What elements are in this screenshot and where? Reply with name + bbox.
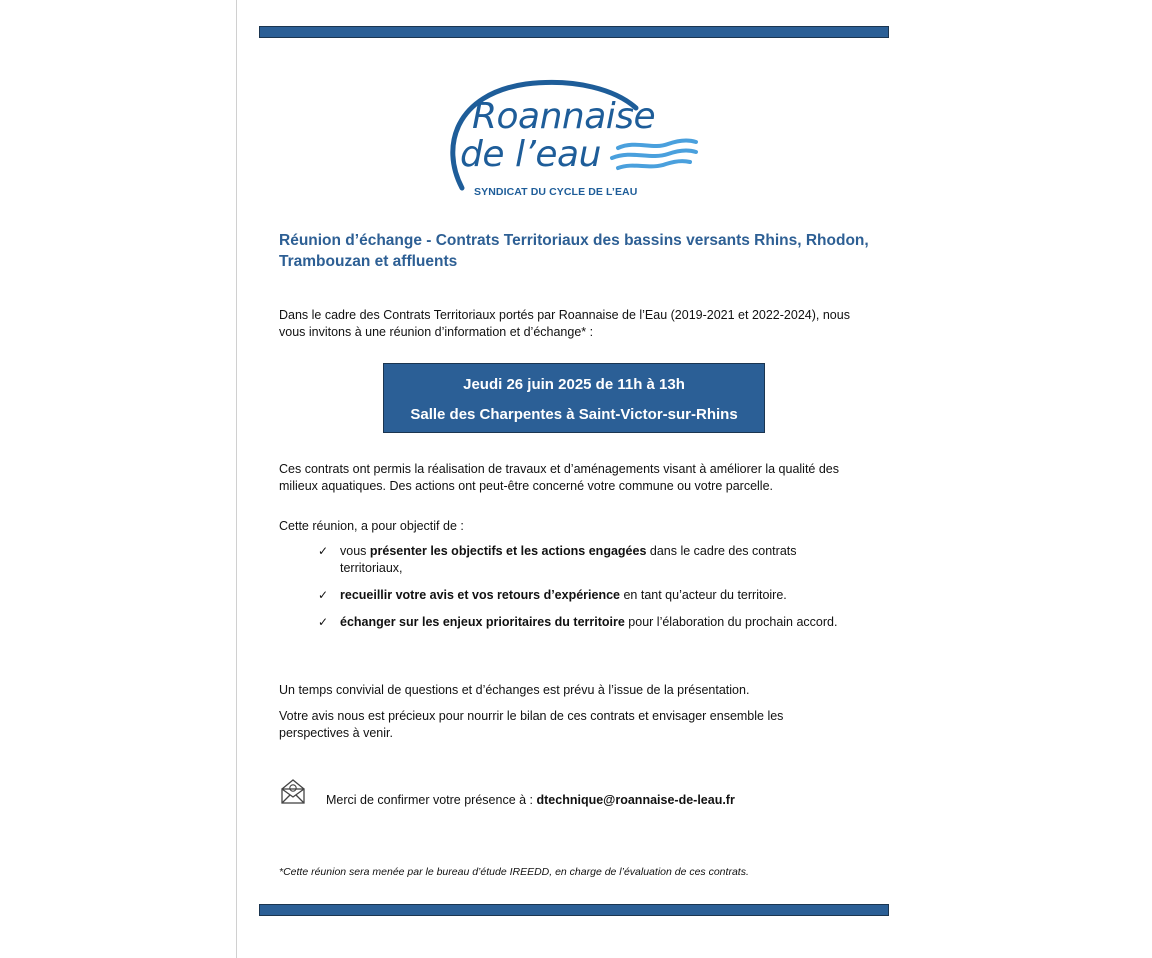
checkmark-icon: ✓: [318, 588, 329, 602]
body-paragraph-1: Ces contrats ont permis la réalisation de travaux et d’aménagements visant à améliorer la qualité des milieux aquatiques. Des actions ont peut-être concerné votre commune ou votre parcelle.: [279, 462, 840, 493]
top-band: [259, 26, 889, 38]
bottom-band: [259, 904, 889, 916]
objective-item: ✓ recueillir votre avis et vos retours d’expérience en tant qu’acteur du territoire.: [318, 588, 787, 602]
logo-word-1: Roannaise: [472, 96, 656, 137]
document-title: Réunion d’échange - Contrats Territoriaux des bassins versants Rhins, Rhodon, Trambouzan et affluents: [279, 232, 869, 270]
checkmark-icon: ✓: [318, 544, 329, 558]
page-edge-line: [236, 0, 237, 958]
confirm-label: Merci de confirmer votre présence à :: [326, 793, 537, 807]
contact-email-link[interactable]: dtechnique@roannaise-de-leau.fr: [536, 793, 735, 807]
envelope-at-icon: [280, 777, 306, 805]
body-paragraph-2: Un temps convivial de questions et d’échanges est prévu à l’issue de la présentation.: [279, 683, 750, 697]
event-date: Jeudi 26 juin 2025 de 11h à 13h: [463, 376, 685, 393]
logo-word-2: de l’eau: [460, 134, 601, 175]
objective-lead: Cette réunion, a pour objectif de :: [279, 519, 464, 533]
intro-paragraph: Dans le cadre des Contrats Territoriaux portés par Roannaise de l’Eau (2019-2021 et 2022-2024), nous vous invitons à une réunion d’information et d’échange* :: [279, 308, 850, 339]
event-place: Salle des Charpentes à Saint-Victor-sur-Rhins: [410, 406, 738, 423]
logo-subtitle: SYNDICAT DU CYCLE DE L’EAU: [474, 186, 638, 198]
footnote: *Cette réunion sera menée par le bureau d’étude IREEDD, en charge de l’évaluation de ces contrats.: [279, 866, 749, 878]
body-paragraph-3: Votre avis nous est précieux pour nourrir le bilan de ces contrats et envisager ensemble les perspectives à venir.: [279, 709, 784, 740]
logo: [446, 76, 706, 206]
objective-item: ✓ vous présenter les objectifs et les actions engagées dans le cadre des contrats territoriaux,: [318, 544, 797, 575]
checkmark-icon: ✓: [318, 615, 329, 629]
objective-item: ✓ échanger sur les enjeux prioritaires du territoire pour l’élaboration du prochain accord.: [318, 615, 838, 629]
objectives-list: [318, 543, 838, 641]
confirm-line: [326, 792, 735, 809]
event-box: [383, 363, 765, 433]
